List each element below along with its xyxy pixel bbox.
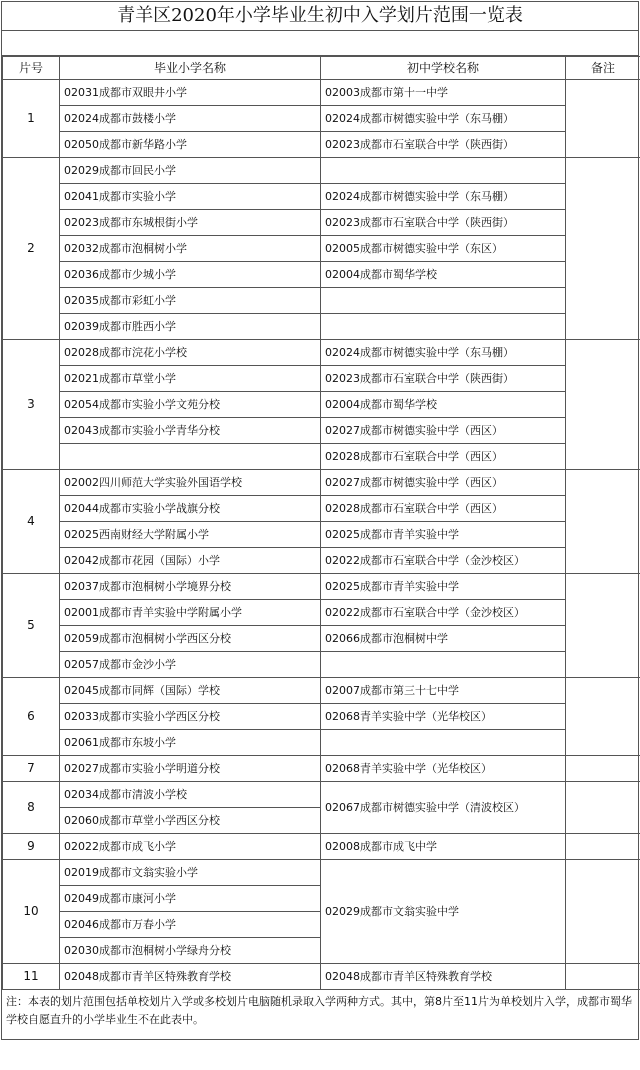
primary-school-cell: 02050成都市新华路小学 [60, 132, 321, 158]
table-row [3, 522, 640, 548]
middle-school-cell: 02003成都市第十一中学 [321, 80, 566, 106]
zone-number: 4 [3, 470, 60, 574]
primary-school-cell: 02033成都市实验小学西区分校 [60, 704, 321, 730]
primary-school-cell: 02061成都市东坡小学 [60, 730, 321, 756]
table-row [3, 340, 640, 366]
header-middle-school: 初中学校名称 [321, 57, 566, 80]
middle-school-cell: 02023成都市石室联合中学（陕西街） [321, 132, 566, 158]
primary-school-cell: 02001成都市青羊实验中学附属小学 [60, 600, 321, 626]
primary-school-cell: 02029成都市回民小学 [60, 158, 321, 184]
primary-school-cell: 02059成都市泡桐树小学西区分校 [60, 626, 321, 652]
middle-school-cell: 02004成都市蜀华学校 [321, 392, 566, 418]
middle-school-cell: 02068青羊实验中学（光华校区） [321, 704, 566, 730]
primary-school-cell: 02030成都市泡桐树小学绿舟分校 [60, 938, 321, 964]
middle-school-cell: 02028成都市石室联合中学（西区） [321, 444, 566, 470]
table-row [3, 288, 640, 314]
header-primary-school: 毕业小学名称 [60, 57, 321, 80]
primary-school-cell: 02025西南财经大学附属小学 [60, 522, 321, 548]
primary-school-cell: 02046成都市万春小学 [60, 912, 321, 938]
zone-number: 8 [3, 782, 60, 834]
zone-number: 5 [3, 574, 60, 678]
remark-cell [566, 340, 640, 470]
middle-school-cell: 02025成都市青羊实验中学 [321, 574, 566, 600]
primary-school-cell: 02027成都市实验小学明道分校 [60, 756, 321, 782]
table-row [3, 444, 640, 470]
page-title: 青羊区2020年小学毕业生初中入学划片范围一览表 [2, 2, 638, 31]
middle-school-cell [321, 158, 566, 184]
middle-school-cell: 02024成都市树德实验中学（东马棚） [321, 184, 566, 210]
middle-school-cell: 02023成都市石室联合中学（陕西街） [321, 210, 566, 236]
header-zone: 片号 [3, 57, 60, 80]
table-row [3, 236, 640, 262]
table-row [3, 262, 640, 288]
table-row [3, 314, 640, 340]
middle-school-cell: 02068青羊实验中学（光华校区） [321, 756, 566, 782]
middle-school-cell: 02004成都市蜀华学校 [321, 262, 566, 288]
remark-cell [566, 574, 640, 678]
footnote: 注：本表的划片范围包括单校划片入学或多校划片电脑随机录取入学两种方式。其中，第8片至11片为单校划片入学，成都市蜀华学校自愿直升的小学毕业生不在此表中。 [1, 990, 639, 1040]
table-row [3, 756, 640, 782]
table-row [3, 652, 640, 678]
primary-school-cell: 02041成都市实验小学 [60, 184, 321, 210]
primary-school-cell: 02034成都市清波小学校 [60, 782, 321, 808]
table-row [3, 496, 640, 522]
primary-school-cell: 02035成都市彩虹小学 [60, 288, 321, 314]
middle-school-cell: 02007成都市第三十七中学 [321, 678, 566, 704]
table-row [3, 964, 640, 990]
table-row [3, 678, 640, 704]
zone-number: 2 [3, 158, 60, 340]
middle-school-cell: 02027成都市树德实验中学（西区） [321, 470, 566, 496]
primary-school-cell: 02023成都市东城根街小学 [60, 210, 321, 236]
remark-cell [566, 782, 640, 834]
remark-cell [566, 834, 640, 860]
zone-number: 10 [3, 860, 60, 964]
middle-school-cell: 02066成都市泡桐树中学 [321, 626, 566, 652]
primary-school-cell: 02021成都市草堂小学 [60, 366, 321, 392]
zone-number: 11 [3, 964, 60, 990]
middle-school-cell: 02022成都市石室联合中学（金沙校区） [321, 548, 566, 574]
middle-school-cell: 02028成都市石室联合中学（西区） [321, 496, 566, 522]
document-page [1, 1, 639, 1067]
table-row [3, 418, 640, 444]
middle-school-cell [321, 652, 566, 678]
primary-school-cell: 02037成都市泡桐树小学境界分校 [60, 574, 321, 600]
remark-cell [566, 964, 640, 990]
remark-cell [566, 756, 640, 782]
table-row [3, 80, 640, 106]
primary-school-cell: 02057成都市金沙小学 [60, 652, 321, 678]
primary-school-cell: 02039成都市胜西小学 [60, 314, 321, 340]
table-row [3, 184, 640, 210]
table-row [3, 600, 640, 626]
blank-row [2, 31, 638, 56]
middle-school-cell: 02025成都市青羊实验中学 [321, 522, 566, 548]
table-row [3, 366, 640, 392]
middle-school-cell: 02024成都市树德实验中学（东马棚） [321, 106, 566, 132]
zone-number: 1 [3, 80, 60, 158]
middle-school-cell: 02005成都市树德实验中学（东区） [321, 236, 566, 262]
middle-school-cell [321, 288, 566, 314]
remark-cell [566, 678, 640, 756]
middle-school-cell: 02024成都市树德实验中学（东马棚） [321, 340, 566, 366]
middle-school-cell: 02022成都市石室联合中学（金沙校区） [321, 600, 566, 626]
middle-school-cell: 02008成都市成飞中学 [321, 834, 566, 860]
table-row [3, 210, 640, 236]
primary-school-cell: 02048成都市青羊区特殊教育学校 [60, 964, 321, 990]
primary-school-cell: 02054成都市实验小学文苑分校 [60, 392, 321, 418]
table-row [3, 132, 640, 158]
middle-school-cell: 02048成都市青羊区特殊教育学校 [321, 964, 566, 990]
primary-school-cell [60, 444, 321, 470]
primary-school-cell: 02045成都市同辉（国际）学校 [60, 678, 321, 704]
zone-table-body [3, 80, 640, 990]
primary-school-cell: 02022成都市成飞小学 [60, 834, 321, 860]
middle-school-cell [321, 314, 566, 340]
table-header-row [3, 57, 640, 80]
table-row [3, 860, 640, 886]
middle-school-cell: 02027成都市树德实验中学（西区） [321, 418, 566, 444]
primary-school-cell: 02044成都市实验小学战旗分校 [60, 496, 321, 522]
primary-school-cell: 02060成都市草堂小学西区分校 [60, 808, 321, 834]
remark-cell [566, 80, 640, 158]
zone-number: 9 [3, 834, 60, 860]
table-row [3, 392, 640, 418]
primary-school-cell: 02036成都市少城小学 [60, 262, 321, 288]
table-row [3, 730, 640, 756]
remark-cell [566, 860, 640, 964]
middle-school-cell: 02067成都市树德实验中学（清波校区） [321, 782, 566, 834]
remark-cell [566, 158, 640, 340]
primary-school-cell: 02043成都市实验小学青华分校 [60, 418, 321, 444]
table-row [3, 158, 640, 184]
middle-school-cell: 02023成都市石室联合中学（陕西街） [321, 366, 566, 392]
table-row [3, 704, 640, 730]
middle-school-cell: 02029成都市文翁实验中学 [321, 860, 566, 964]
zone-table [2, 56, 640, 990]
primary-school-cell: 02019成都市文翁实验小学 [60, 860, 321, 886]
table-row [3, 548, 640, 574]
zone-number: 3 [3, 340, 60, 470]
header-remark: 备注 [566, 57, 640, 80]
table-row [3, 782, 640, 808]
primary-school-cell: 02028成都市浣花小学校 [60, 340, 321, 366]
zone-number: 6 [3, 678, 60, 756]
table-row [3, 470, 640, 496]
primary-school-cell: 02032成都市泡桐树小学 [60, 236, 321, 262]
table-row [3, 626, 640, 652]
middle-school-cell [321, 730, 566, 756]
table-row [3, 834, 640, 860]
primary-school-cell: 02031成都市双眼井小学 [60, 80, 321, 106]
primary-school-cell: 02024成都市鼓楼小学 [60, 106, 321, 132]
primary-school-cell: 02049成都市康河小学 [60, 886, 321, 912]
primary-school-cell: 02042成都市花园（国际）小学 [60, 548, 321, 574]
zone-number: 7 [3, 756, 60, 782]
primary-school-cell: 02002四川师范大学实验外国语学校 [60, 470, 321, 496]
remark-cell [566, 470, 640, 574]
table-row [3, 574, 640, 600]
table-frame [1, 1, 639, 990]
table-row [3, 106, 640, 132]
